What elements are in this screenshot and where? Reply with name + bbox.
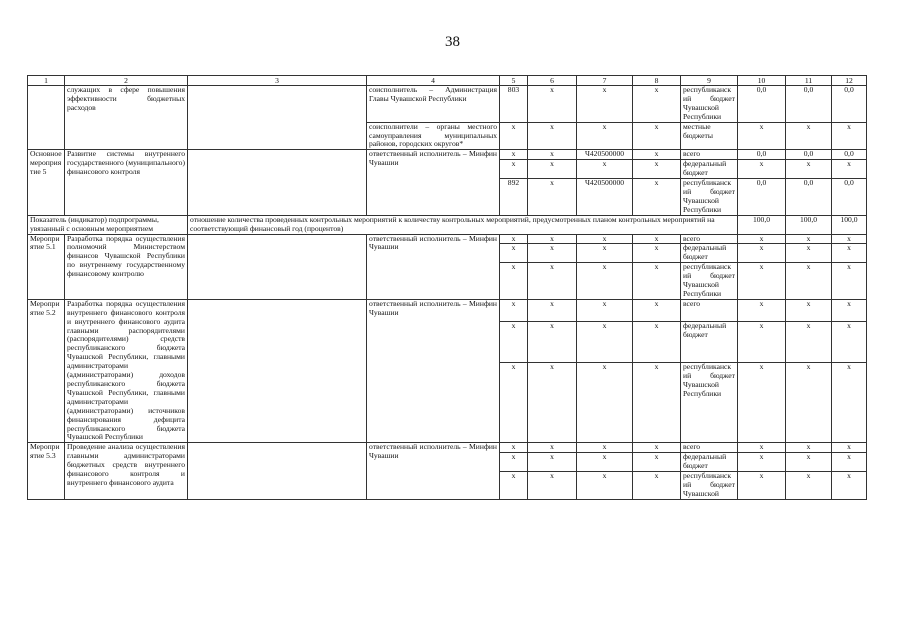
cell-expense-type: x bbox=[633, 472, 681, 500]
cell-year-3: x bbox=[832, 160, 867, 179]
cell-section-code: x bbox=[528, 321, 577, 362]
cell-funding-source: местные бюджеты bbox=[681, 122, 738, 150]
cell-executor: соисполнители – органы местного самоуправления муниципальных районов, городских округов* bbox=[367, 122, 500, 150]
cell-target-code: x bbox=[577, 472, 633, 500]
cell-expense-type: x bbox=[633, 453, 681, 472]
cell-funding-source: федеральный бюджет bbox=[681, 321, 738, 362]
cell-year-2: x bbox=[786, 453, 832, 472]
cell-gr-code: x bbox=[500, 299, 528, 321]
cell-year-3: x bbox=[832, 234, 867, 244]
cell-year-2: 0,0 bbox=[786, 179, 832, 216]
cell-gr-code: x bbox=[500, 122, 528, 150]
cell-year-2: x bbox=[786, 362, 832, 442]
column-number: 1 bbox=[28, 76, 65, 86]
column-number: 8 bbox=[633, 76, 681, 86]
cell-year-2: x bbox=[786, 472, 832, 500]
cell-section-code: x bbox=[528, 160, 577, 179]
cell-target-code: Ч420500000 bbox=[577, 150, 633, 160]
cell-goal bbox=[188, 234, 367, 299]
cell-goal bbox=[188, 299, 367, 443]
column-number: 5 bbox=[500, 76, 528, 86]
column-number: 11 bbox=[786, 76, 832, 86]
cell-year-3: 0,0 bbox=[832, 150, 867, 160]
column-number: 9 bbox=[681, 76, 738, 86]
cell-year-1: x bbox=[738, 244, 786, 263]
cell-year-1: 0,0 bbox=[738, 86, 786, 123]
cell-section-code: x bbox=[528, 362, 577, 442]
cell-target-code: x bbox=[577, 244, 633, 263]
cell-executor: ответственный исполнитель – Минфин Чувашии bbox=[367, 443, 500, 499]
cell-year-3: x bbox=[832, 299, 867, 321]
cell-expense-type: x bbox=[633, 244, 681, 263]
cell-status: Мероприятие 5.3 bbox=[28, 443, 65, 499]
cell-gr-code: x bbox=[500, 234, 528, 244]
cell-year-1: 100,0 bbox=[738, 215, 786, 234]
cell-section-code: x bbox=[528, 150, 577, 160]
cell-section-code: x bbox=[528, 86, 577, 123]
cell-funding-source: республиканский бюджет Чувашской bbox=[681, 472, 738, 500]
cell-year-2: x bbox=[786, 244, 832, 263]
cell-funding-source: всего bbox=[681, 234, 738, 244]
cell-measure-name: служащих в сфере повышения эффективности бюджетных расходов bbox=[65, 86, 188, 150]
cell-status: Мероприятие 5.2 bbox=[28, 299, 65, 443]
cell-expense-type: x bbox=[633, 179, 681, 216]
cell-year-3: 100,0 bbox=[832, 215, 867, 234]
cell-funding-source: всего bbox=[681, 299, 738, 321]
cell-gr-code: 803 bbox=[500, 86, 528, 123]
column-number: 7 bbox=[577, 76, 633, 86]
cell-funding-source: республиканский бюджет Чувашской Республики bbox=[681, 263, 738, 300]
column-number: 2 bbox=[65, 76, 188, 86]
table-row bbox=[28, 234, 867, 244]
cell-expense-type: x bbox=[633, 150, 681, 160]
cell-gr-code: x bbox=[500, 244, 528, 263]
cell-funding-source: республиканский бюджет Чувашской Республики bbox=[681, 362, 738, 442]
cell-expense-type: x bbox=[633, 321, 681, 362]
cell-gr-code: x bbox=[500, 160, 528, 179]
cell-year-2: x bbox=[786, 122, 832, 150]
cell-expense-type: x bbox=[633, 263, 681, 300]
cell-expense-type: x bbox=[633, 160, 681, 179]
indicator-row bbox=[28, 215, 867, 234]
cell-section-code: x bbox=[528, 179, 577, 216]
cell-year-3: x bbox=[832, 244, 867, 263]
cell-status: Мероприятие 5.1 bbox=[28, 234, 65, 299]
cell-target-code: x bbox=[577, 86, 633, 123]
cell-year-1: x bbox=[738, 160, 786, 179]
cell-funding-source: федеральный бюджет bbox=[681, 244, 738, 263]
table-row bbox=[28, 86, 867, 123]
cell-year-2: x bbox=[786, 321, 832, 362]
cell-funding-source: федеральный бюджет bbox=[681, 160, 738, 179]
cell-year-2: x bbox=[786, 443, 832, 453]
cell-year-1: x bbox=[738, 299, 786, 321]
cell-section-code: x bbox=[528, 234, 577, 244]
cell-gr-code: x bbox=[500, 150, 528, 160]
cell-year-2: x bbox=[786, 299, 832, 321]
cell-year-3: 0,0 bbox=[832, 86, 867, 123]
cell-expense-type: x bbox=[633, 362, 681, 442]
cell-funding-source: республиканский бюджет Чувашской Республики bbox=[681, 179, 738, 216]
cell-target-code: x bbox=[577, 122, 633, 150]
cell-target-code: x bbox=[577, 362, 633, 442]
cell-year-1: x bbox=[738, 122, 786, 150]
cell-year-1: x bbox=[738, 443, 786, 453]
cell-target-code: x bbox=[577, 234, 633, 244]
cell-gr-code: x bbox=[500, 263, 528, 300]
cell-target-code: x bbox=[577, 299, 633, 321]
cell-measure-name: Разработка порядка осуществления внутреннего финансового контроля и внутреннего финансового аудита главными распорядителями (распорядителями) средств республиканского бюджета Чувашской Республики, главными администраторами (администраторами) доходов республиканского бюджета Чувашской Республики, главными администраторами (администраторами) источников финансирования дефицита республиканского бюджета Чувашской Республики bbox=[65, 299, 188, 443]
cell-measure-name: Проведение анализа осуществления главными администраторами бюджетных средств внутреннего финансового контроля и внутреннего финансового аудита bbox=[65, 443, 188, 499]
cell-year-1: x bbox=[738, 263, 786, 300]
cell-year-1: x bbox=[738, 234, 786, 244]
cell-year-2: 0,0 bbox=[786, 150, 832, 160]
cell-expense-type: x bbox=[633, 443, 681, 453]
column-number: 3 bbox=[188, 76, 367, 86]
cell-executor: ответственный исполнитель – Минфин Чувашии bbox=[367, 234, 500, 299]
indicator-label: Показатель (индикатор) подпрограммы, увязанный с основным мероприятием bbox=[28, 215, 188, 234]
cell-year-3: x bbox=[832, 472, 867, 500]
cell-executor: соисполнитель – Администрация Главы Чувашской Республики bbox=[367, 86, 500, 123]
table-row bbox=[28, 443, 867, 453]
cell-year-1: x bbox=[738, 472, 786, 500]
page-number: 38 bbox=[445, 34, 460, 50]
cell-year-3: x bbox=[832, 321, 867, 362]
table-row bbox=[28, 150, 867, 160]
cell-executor: ответственный исполнитель – Минфин Чувашии bbox=[367, 299, 500, 443]
column-number: 6 bbox=[528, 76, 577, 86]
cell-gr-code: x bbox=[500, 453, 528, 472]
cell-goal bbox=[188, 86, 367, 150]
cell-year-2: x bbox=[786, 263, 832, 300]
cell-section-code: x bbox=[528, 122, 577, 150]
cell-goal bbox=[188, 150, 367, 215]
cell-goal bbox=[188, 443, 367, 499]
cell-status: Основное мероприятие 5 bbox=[28, 150, 65, 215]
table-row bbox=[28, 299, 867, 321]
cell-section-code: x bbox=[528, 443, 577, 453]
cell-year-3: x bbox=[832, 453, 867, 472]
cell-gr-code: x bbox=[500, 362, 528, 442]
cell-funding-source: республиканский бюджет Чувашской Республики bbox=[681, 86, 738, 123]
cell-section-code: x bbox=[528, 299, 577, 321]
cell-gr-code: 892 bbox=[500, 179, 528, 216]
cell-target-code: x bbox=[577, 453, 633, 472]
cell-year-3: x bbox=[832, 122, 867, 150]
cell-year-3: 0,0 bbox=[832, 179, 867, 216]
column-number: 12 bbox=[832, 76, 867, 86]
indicator-text: отношение количества проведенных контрольных мероприятий к количеству контрольных мероприятий, предусмотренных планом контрольных мероприятий на соответствующий финансовый год (процентов) bbox=[188, 215, 738, 234]
cell-year-2: x bbox=[786, 234, 832, 244]
column-number: 4 bbox=[367, 76, 500, 86]
cell-year-2: 100,0 bbox=[786, 215, 832, 234]
cell-status bbox=[28, 86, 65, 150]
cell-section-code: x bbox=[528, 263, 577, 300]
cell-expense-type: x bbox=[633, 86, 681, 123]
cell-expense-type: x bbox=[633, 299, 681, 321]
cell-measure-name: Разработка порядка осуществления полномочий Министерством финансов Чувашской Республики по внутреннему государственному финансовому контролю bbox=[65, 234, 188, 299]
cell-measure-name: Развитие системы внутреннего государственного (муниципального) финансового контроля bbox=[65, 150, 188, 215]
cell-executor: ответственный исполнитель – Минфин Чувашии bbox=[367, 150, 500, 215]
cell-year-1: x bbox=[738, 453, 786, 472]
cell-target-code: Ч420500000 bbox=[577, 179, 633, 216]
column-number: 10 bbox=[738, 76, 786, 86]
cell-target-code: x bbox=[577, 160, 633, 179]
cell-year-1: x bbox=[738, 321, 786, 362]
cell-year-3: x bbox=[832, 362, 867, 442]
cell-year-3: x bbox=[832, 443, 867, 453]
cell-funding-source: всего bbox=[681, 443, 738, 453]
cell-funding-source: федеральный бюджет bbox=[681, 453, 738, 472]
cell-expense-type: x bbox=[633, 122, 681, 150]
cell-year-1: 0,0 bbox=[738, 179, 786, 216]
cell-year-3: x bbox=[832, 263, 867, 300]
cell-year-2: 0,0 bbox=[786, 86, 832, 123]
cell-gr-code: x bbox=[500, 321, 528, 362]
program-table bbox=[27, 75, 867, 500]
cell-target-code: x bbox=[577, 321, 633, 362]
cell-gr-code: x bbox=[500, 443, 528, 453]
cell-section-code: x bbox=[528, 244, 577, 263]
cell-expense-type: x bbox=[633, 234, 681, 244]
cell-target-code: x bbox=[577, 443, 633, 453]
cell-year-2: x bbox=[786, 160, 832, 179]
cell-year-1: 0,0 bbox=[738, 150, 786, 160]
cell-target-code: x bbox=[577, 263, 633, 300]
cell-year-1: x bbox=[738, 362, 786, 442]
cell-funding-source: всего bbox=[681, 150, 738, 160]
cell-gr-code: x bbox=[500, 472, 528, 500]
cell-section-code: x bbox=[528, 472, 577, 500]
column-number-row bbox=[28, 76, 867, 86]
cell-section-code: x bbox=[528, 453, 577, 472]
